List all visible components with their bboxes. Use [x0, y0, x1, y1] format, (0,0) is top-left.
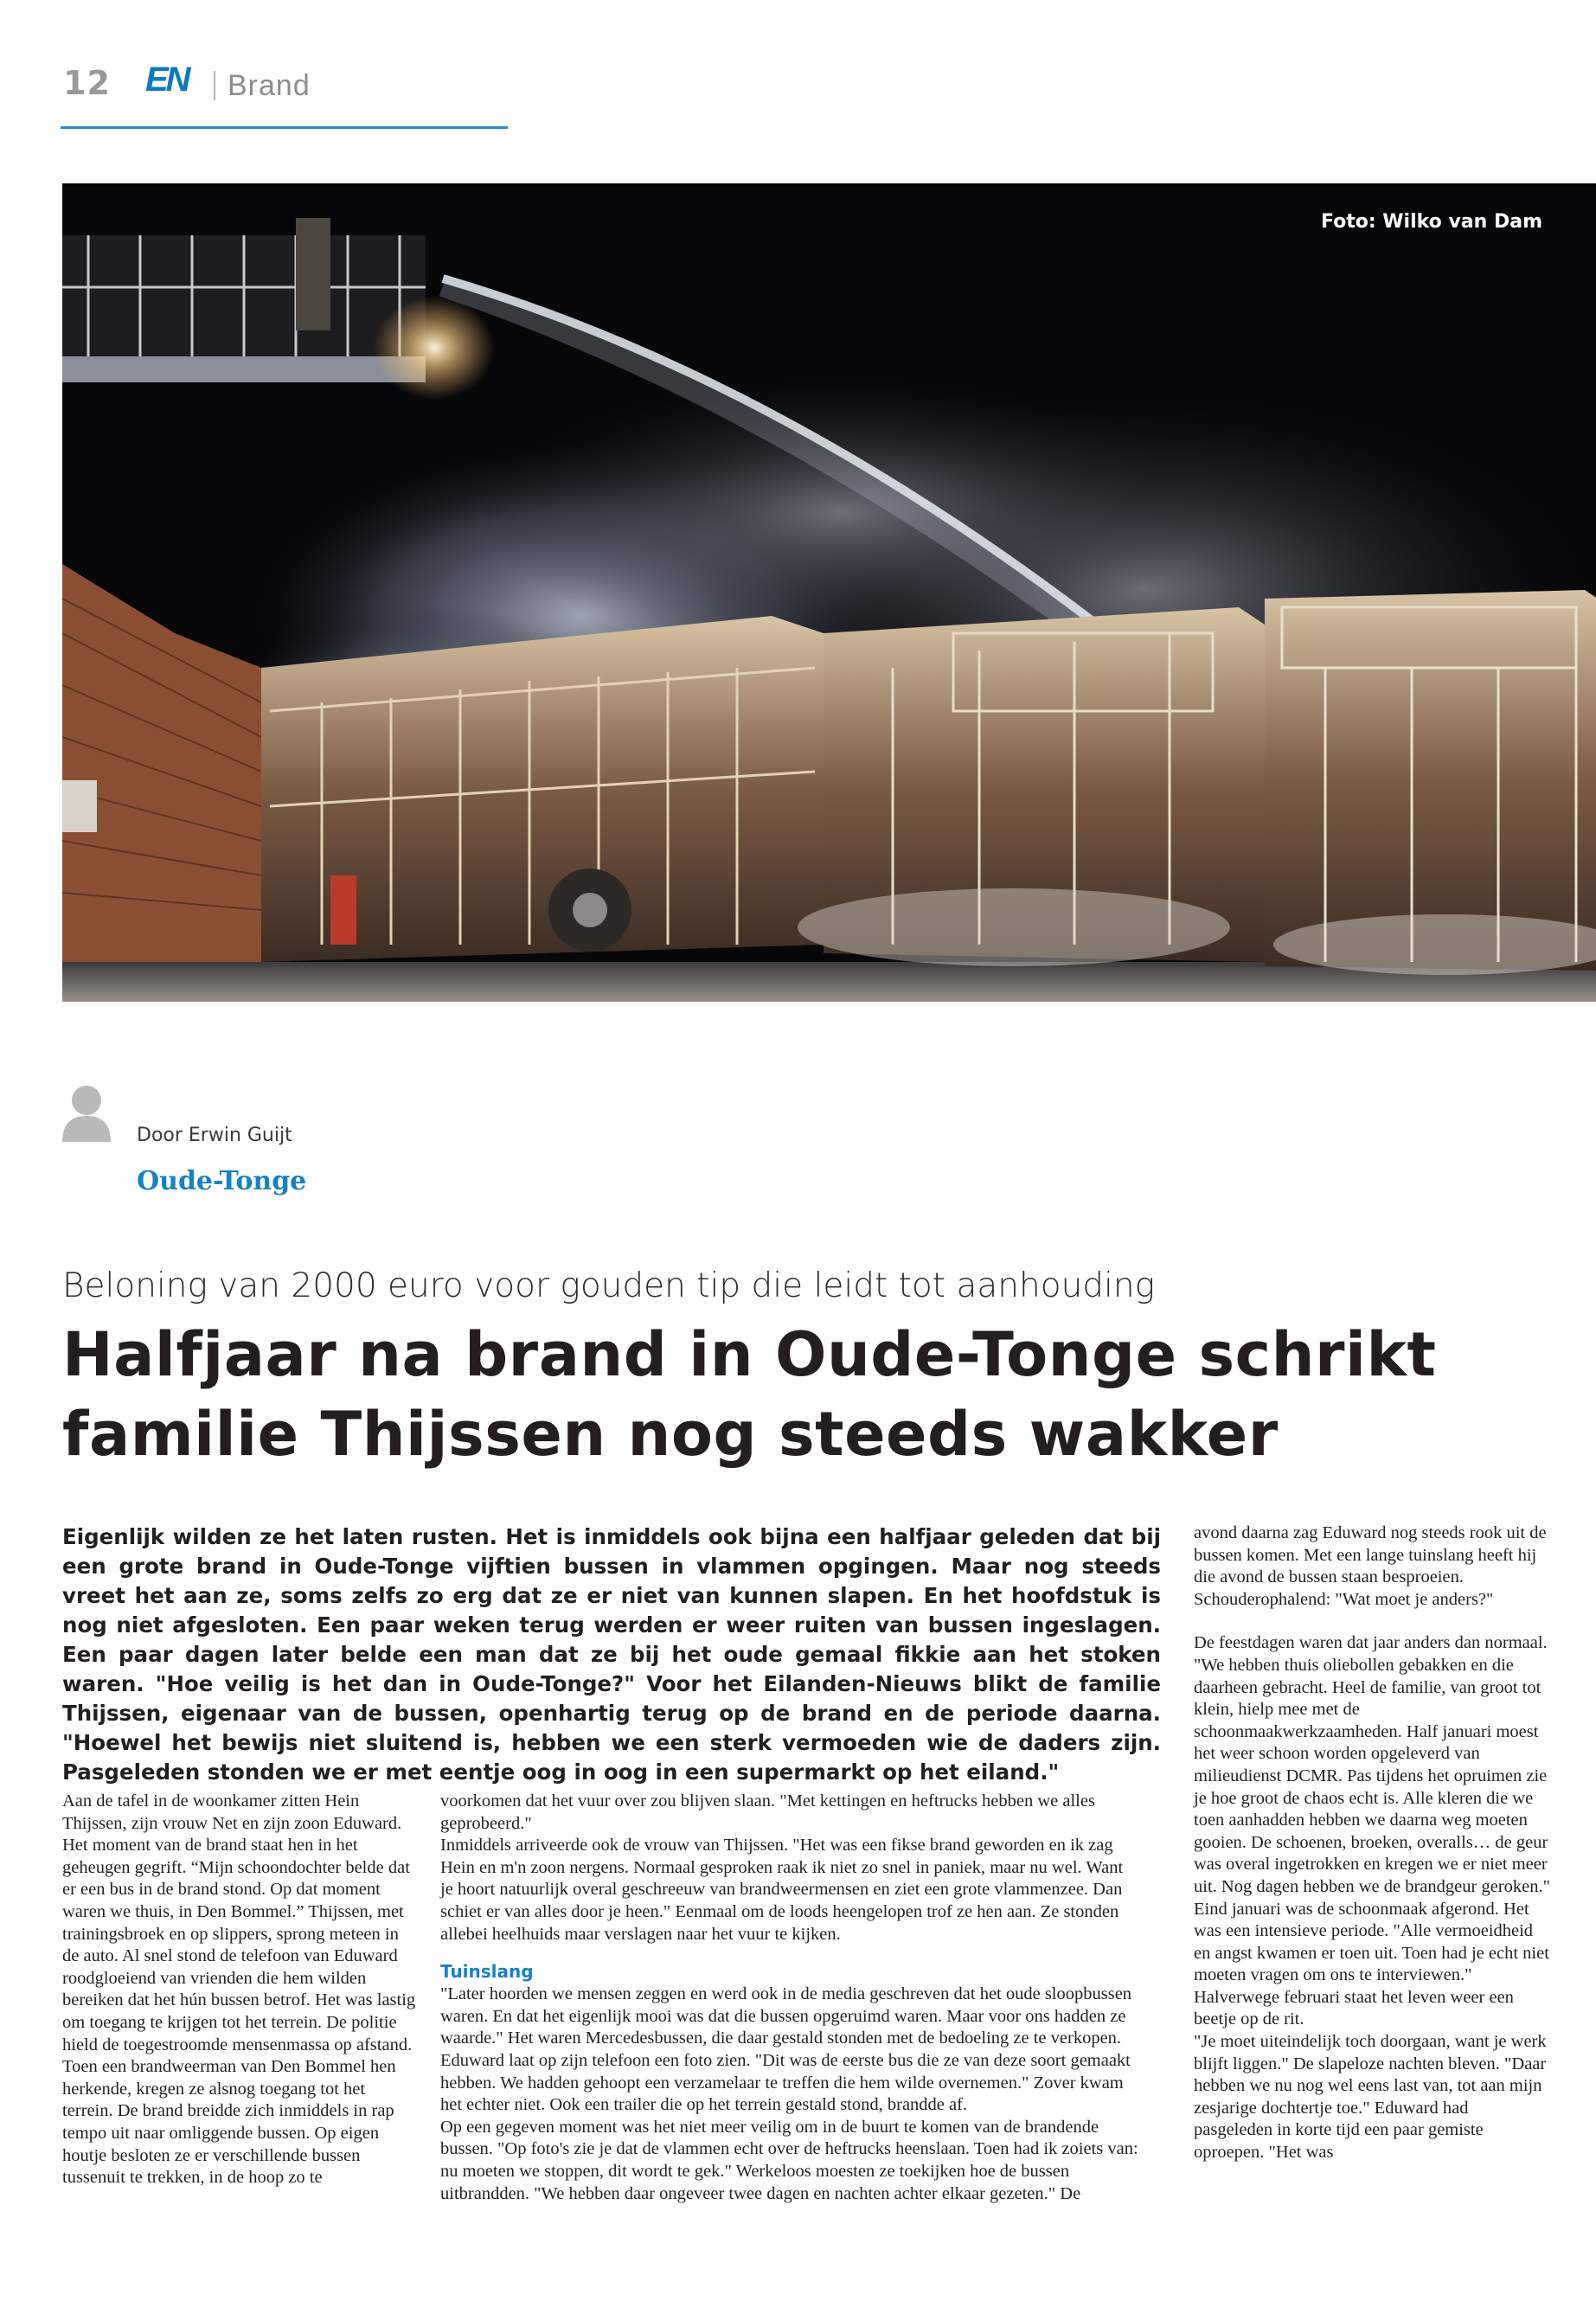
- paragraph: De feestdagen waren dat jaar anders dan normaal. "We hebben thuis oliebollen gebakken en die daarheen gebracht. Heel de familie, van groot tot klein, hielp mee met de schoonmaakwerkzaamheden. Half januari moest het weer schoon worden opgeleverd van milieudienst DCMR. Pas tijdens het opruimen zie je hoe groot de chaos echt is. Alle kleren die we toen aanhadden hebben we daarna weg moeten gooien. De schoenen, broeken, overalls… de geur was overal ingetrokken en kregen we er niet meer uit. Nog dagen hebben we de brandgeur geroken.": [1194, 1633, 1550, 1896]
- publication-logo: EN: [145, 61, 189, 99]
- page-number: 12: [63, 64, 111, 102]
- paragraph: voorkomen dat het vuur over zou blijven slaan. "Met kettingen en heftrucks hebben we alles geprobeerd.": [440, 1791, 1095, 1833]
- kicker: Beloning van 2000 euro voor gouden tip die leidt tot aanhouding: [62, 1266, 1156, 1305]
- section-label: Brand: [228, 69, 311, 102]
- paragraph: "Later hoorden we mensen zeggen en werd ook in de media geschreven dat het oude sloopbussen waren. En dat het eigenlijk mooi was dat die bussen opgeruimd waren. Maar voor ons hadden ze waarde." Het waren Mercedesbussen, die daar gestald stonden met de bedoeling ze te verkopen. Eduward laat op zijn telefoon een foto zien. "Dit was de eerste bus die ze van deze soort gemaakt hebben. We hadden gehoopt een verzamelaar te treffen die hem wilde overnemen." Zover kwam het echter niet. Ook een trailer die op het terrein gestald stond, brandde af.: [440, 1984, 1132, 2115]
- headline-line-2: familie Thijssen nog steeds wakker: [62, 1399, 1279, 1470]
- paragraph: avond daarna zag Eduward nog steeds rook uit de bussen komen. Met een lange tuinslang heeft hij die avond de bussen staan besproeien. Schouderophalend: "Wat moet je anders?": [1194, 1523, 1547, 1609]
- dateline: Oude-Tonge: [137, 1166, 307, 1196]
- photo-credit: Foto: Wilko van Dam: [1320, 211, 1542, 233]
- headline: [62, 1315, 1550, 1474]
- body-column-3: [1194, 1522, 1550, 2164]
- body-column-1: [62, 1791, 417, 2189]
- paragraph: Op een gegeven moment was het niet meer veilig om in de buurt te komen van de brandende bussen. "Op foto's zie je dat de vlammen echt over de heftrucks heenslaan. Toen had ik zoiets van: nu moeten we stoppen, dit wordt te gek." Werkeloos moesten ze toekijken hoe de bussen uitbrandden. "We hebben daar ongeveer twee dagen en nachten achter elkaar gezeten." De: [440, 2117, 1138, 2203]
- paragraph: Eind januari was de schoonmaak afgerond. Het was een intensieve periode. "Alle vermoeidheid en angst kwamen er toen uit. Toen had je echt niet moeten vragen om ons te interviewen." Halverwege februari staat het leven weer een beetje op de rit.: [1194, 1899, 1549, 2029]
- header-divider: [214, 71, 215, 100]
- body-column-2: [440, 1791, 1139, 2205]
- subheading: Tuinslang: [440, 1961, 534, 1983]
- paragraph: "Je moet uiteindelijk toch doorgaan, want je werk blijft liggen." De slapeloze nachten bleven. "Daar hebben we nu nog wel eens last van, tot aan mijn zesjarige dochtertje toe." Eduward had pasgeleden in korte tijd een paar gemiste oproepen. "Het was: [1194, 2032, 1547, 2163]
- header-rule: [61, 126, 508, 129]
- author-avatar-icon: [61, 1083, 112, 1142]
- paragraph: Aan de tafel in de woonkamer zitten Hein Thijssen, zijn vrouw Net en zijn zoon Eduward. Het moment van de brand staat hen in het geheugen gegrift. “Mijn schoondochter belde dat er een bus in de brand stond. Op dat moment waren we thuis, in Den Bommel.” Thijssen, met trainingsbroek en op slippers, sprong meteen in de auto. Al snel stond de telefoon van Eduward roodgloeiend van vrienden die hem wilden bereiken dat het hún bussen betrof. Het was lastig om toegang te krijgen tot het terrein. De politie hield de toegestroomde mensenmassa op afstand. Toen een brandweerman van Den Bommel hen herkende, kregen ze alsnog toegang tot het terrein. De brand breidde zich inmiddels in rap tempo uit naar omliggende bussen. Op eigen houtje besloten ze er verschillende bussen tussenuit te trekken, in de hoop zo te: [62, 1791, 416, 2188]
- article-intro: Eigenlijk wilden ze het laten rusten. Het is inmiddels ook bijna een halfjaar geleden dat bij een grote brand in Oude-Tonge vijftien bussen in vlammen opgingen. Maar nog steeds vreet het aan ze, soms zelfs zo erg dat ze er niet van kunnen slapen. En het hoofdstuk is nog niet afgesloten. Een paar weken terug werden er weer ruiten van bussen ingeslagen. Een paar dagen later belde een man dat ze bij het oude gemaal fikkie aan het stoken waren. "Hoe veilig is het dan in Oude-Tonge?" Voor het Eilanden-Nieuws blikt de familie Thijssen, eigenaar van de bussen, openhartig terug op de brand en de periode daarna. "Hoewel het bewijs niet sluitend is, hebben we een sterk vermoeden wie de daders zijn. Pasgeleden stonden we er met eentje oog in oog in een supermarkt op het eiland.": [62, 1524, 1161, 1785]
- byline: Door Erwin Guijt: [137, 1125, 292, 1146]
- article-photo: [62, 183, 1596, 1002]
- paragraph: Inmiddels arriveerde ook de vrouw van Thijssen. "Het was een fikse brand geworden en ik zag Hein en m'n zoon nergens. Normaal gesproken raak ik niet zo snel in paniek, maar nu wel. Want je hoort natuurlijk overal geschreeuw van brandweermensen en ziet een grote vlammenzee. Dan schiet er van alles door je heen." Eenmaal om de loods heengelopen trof ze hen aan. Ze stonden allebei heelhuids maar verslagen naar het vuur te kijken.: [440, 1836, 1124, 1944]
- headline-line-1: Halfjaar na brand in Oude-Tonge schrikt: [62, 1319, 1437, 1390]
